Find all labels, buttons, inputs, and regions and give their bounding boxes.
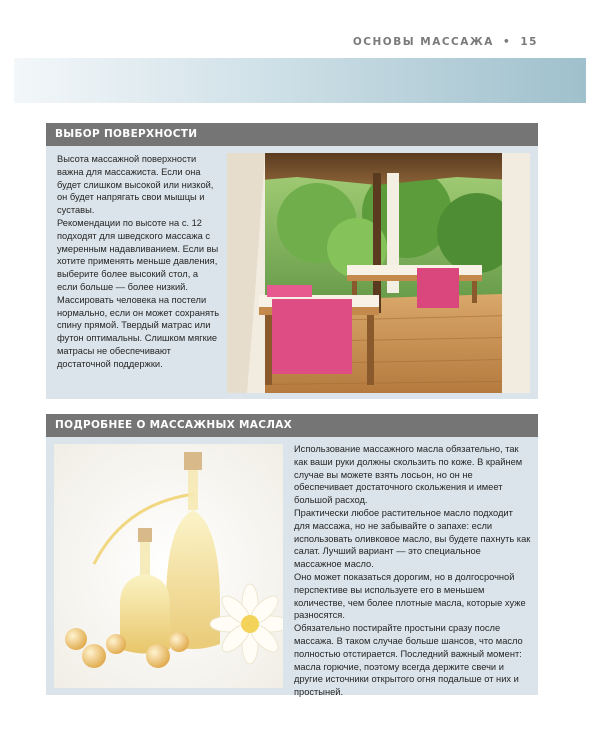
section-text-surface	[57, 153, 220, 371]
decorative-header-band	[14, 58, 586, 103]
gazebo-massage-photo	[227, 153, 530, 393]
running-title: ОСНОВЫ МАССАЖА	[352, 36, 494, 48]
paragraph: Рекомендации по высоте на с. 12 подходят для шведского массажа с умеренным надавливанием. Если вы хотите применять меньше давления, выберите более высокий стол, а если больше — более низкий.	[57, 217, 219, 292]
paragraph: Массировать человека на постели нормально, если он может сохранять спину прямой. Твердый матрас или футон оптимальны. Слишком мягкие матрасы не обеспечивают достаточной поддержки.	[57, 294, 220, 369]
section-title: ВЫБОР ПОВЕРХНОСТИ	[55, 128, 198, 140]
section-panel-oils	[46, 437, 538, 698]
paragraph: Обязательно постирайте простыни сразу после массажа. В таком случае больше шансов, что масло полностью отстирается. Последний важный момент: масла горючие, поэтому всегда держите свечи и другие источники открытого огня подальше от них и простыней.	[294, 623, 523, 698]
paragraph: Оно может показаться дорогим, но в долгосрочной перспективе вы используете его в меньшем количестве, чем более плотные масла, которые хуже разносятся.	[294, 571, 526, 621]
paragraph: Практически любое растительное масло подходит для массажа, но не забывайте о запахе: если использовать оливковое масло, вы будете пахнуть как салат. Лучший вариант — это специальное массажное масло.	[294, 507, 531, 570]
paragraph: Использование массажного масла обязательно, так как ваши руки должны скользить по коже. В крайнем случае вы можете взять лосьон, но он не обеспечивает достаточного скольжения и имеет большой расход.	[294, 444, 523, 506]
header-separator: •	[503, 36, 512, 48]
section-title: ПОДРОБНЕЕ О МАССАЖНЫХ МАСЛАХ	[55, 419, 293, 431]
section-header-surface	[46, 123, 538, 146]
page-number: 15	[520, 36, 538, 48]
section-panel-surface	[46, 146, 538, 399]
paragraph: Высота массажной поверхности важна для массажиста. Если она будет слишком высокой или низкой, он будет напрягать свои мышцы и суставы.	[57, 154, 214, 216]
oil-bottles-photo	[54, 444, 283, 688]
section-header-oils	[46, 414, 538, 437]
section-text-oils	[294, 443, 531, 699]
running-header	[353, 36, 538, 48]
